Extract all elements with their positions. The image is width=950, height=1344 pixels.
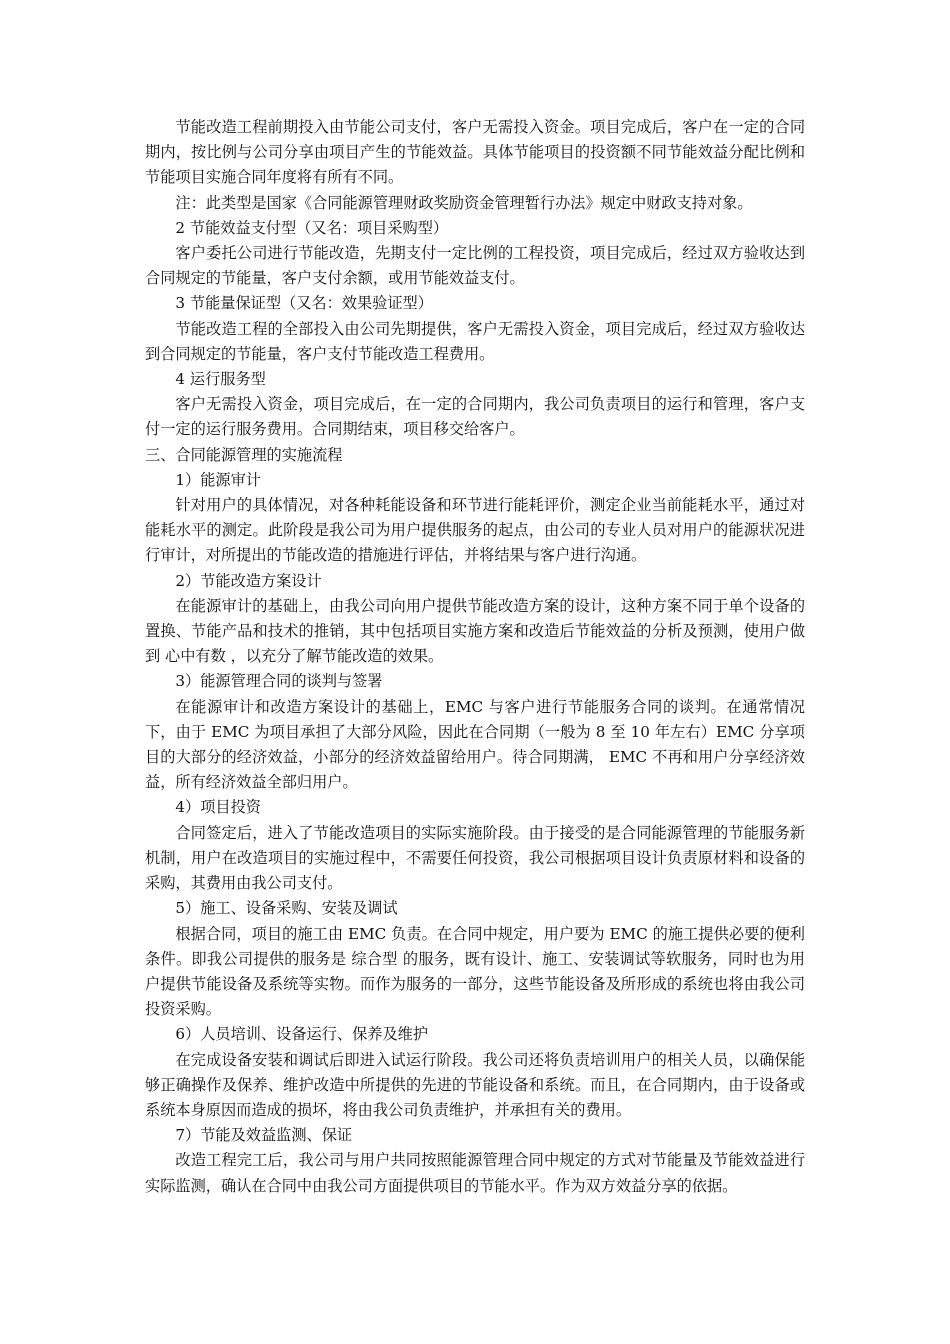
para-type2-description: 客户委托公司进行节能改造，先期支付一定比例的工程投资，项目完成后，经过双方验收达到合同规定的节能量，客户支付余额，或用节能效益支付。 — [145, 244, 805, 288]
para-type1-note: 注：此类型是国家《合同能源管理财政奖励资金管理暂行办法》规定中财政支持对象。 — [175, 193, 753, 212]
para-type3-description: 节能改造工程的全部投入由公司先期提供，客户无需投入资金，项目完成后，经过双方验收达到合同规定的节能量，客户支付节能改造工程费用。 — [145, 319, 805, 363]
para-step7: 改造工程完工后，我公司与用户共同按照能源管理合同中规定的方式对节能量及节能效益进行实际监测，确认在合同中由我公司方面提供项目的节能水平。作为双方效益分享的依据。 — [145, 1151, 805, 1195]
para-step3: 在能源审计和改造方案设计的基础上，EMC 与客户进行节能服务合同的谈判。在通常情况下，由于 EMC 为项目承担了大部分风险，因此在合同期（一般为 8 至 10 年左右）EMC 分享项目的大部分的经济效益，小部分的经济效益留给用户。待合同期满， EMC 不再和用户分享经济效益，所有经济效益全部归用户。 — [145, 697, 805, 792]
para-step5: 根据合同，项目的施工由 EMC 负责。在合同中规定，用户要为 EMC 的施工提供必要的便利条件。即我公司提供的服务是 综合型 的服务，既有设计、施工、安装调试等软服务，同时也为用户提供节能设备及系统等实物。而作为服务的一部分，这些节能设备及所形成的系统也将由我公司投资采购。 — [145, 924, 805, 1019]
para-step2: 在能源审计的基础上，由我公司向用户提供节能改造方案的设计，这种方案不同于单个设备的置换、节能产品和技术的推销，其中包括项目实施方案和改造后节能效益的分析及预测，使用户做到 心中有数 ，以充分了解节能改造的效果。 — [145, 596, 805, 666]
heading-step6: 6）人员培训、设备运行、保养及维护 — [175, 1025, 429, 1044]
heading-step5: 5）施工、设备采购、安装及调试 — [175, 899, 398, 918]
heading-step7: 7）节能及效益监测、保证 — [175, 1126, 353, 1145]
heading-step2: 2）节能改造方案设计 — [175, 571, 322, 590]
heading-type3: 3 节能量保证型（又名：效果验证型） — [175, 294, 433, 313]
para-step6: 在完成设备安装和调试后即进入试运行阶段。我公司还将负责培训用户的相关人员，以确保能够正确操作及保养、维护改造中所提供的先进的节能设备和系统。而且，在合同期内，由于设备或系统本身原因而造成的损坏，将由我公司负责维护，并承担有关的费用。 — [145, 1050, 805, 1119]
heading-type2: 2 节能效益支付型（又名：项目采购型） — [175, 218, 449, 237]
heading-step4: 4）项目投资 — [175, 798, 261, 817]
para-step1: 针对用户的具体情况，对各种耗能设备和环节进行能耗评价，测定企业当前能耗水平，通过对能耗水平的测定。此阶段是我公司为用户提供服务的起点，由公司的专业人员对用户的能源状况进行审计，对所提出的节能改造的措施进行评估，并将结果与客户进行沟通。 — [145, 496, 805, 565]
document-body — [145, 115, 805, 1199]
para-type1-description: 节能改造工程前期投入由节能公司支付，客户无需投入资金。项目完成后，客户在一定的合同期内，按比例与公司分享由项目产生的节能效益。具体节能项目的投资额不同节能效益分配比例和节能项目实施合同年度将有所有不同。 — [145, 118, 805, 187]
para-step4: 合同签定后，进入了节能改造项目的实际实施阶段。由于接受的是合同能源管理的节能服务新机制，用户在改造项目的实施过程中，不需要任何投资，我公司根据项目设计负责原材料和设备的采购，其费用由我公司支付。 — [145, 823, 805, 893]
para-type4-description: 客户无需投入资金，项目完成后，在一定的合同期内，我公司负责项目的运行和管理，客户支付一定的运行服务费用。合同期结束，项目移交给客户。 — [145, 395, 805, 439]
heading-step1: 1）能源审计 — [175, 470, 261, 489]
heading-step3: 3）能源管理合同的谈判与签署 — [175, 672, 383, 691]
heading-type4: 4 运行服务型 — [175, 370, 266, 389]
section-heading-3: 三、合同能源管理的实施流程 — [145, 445, 343, 464]
